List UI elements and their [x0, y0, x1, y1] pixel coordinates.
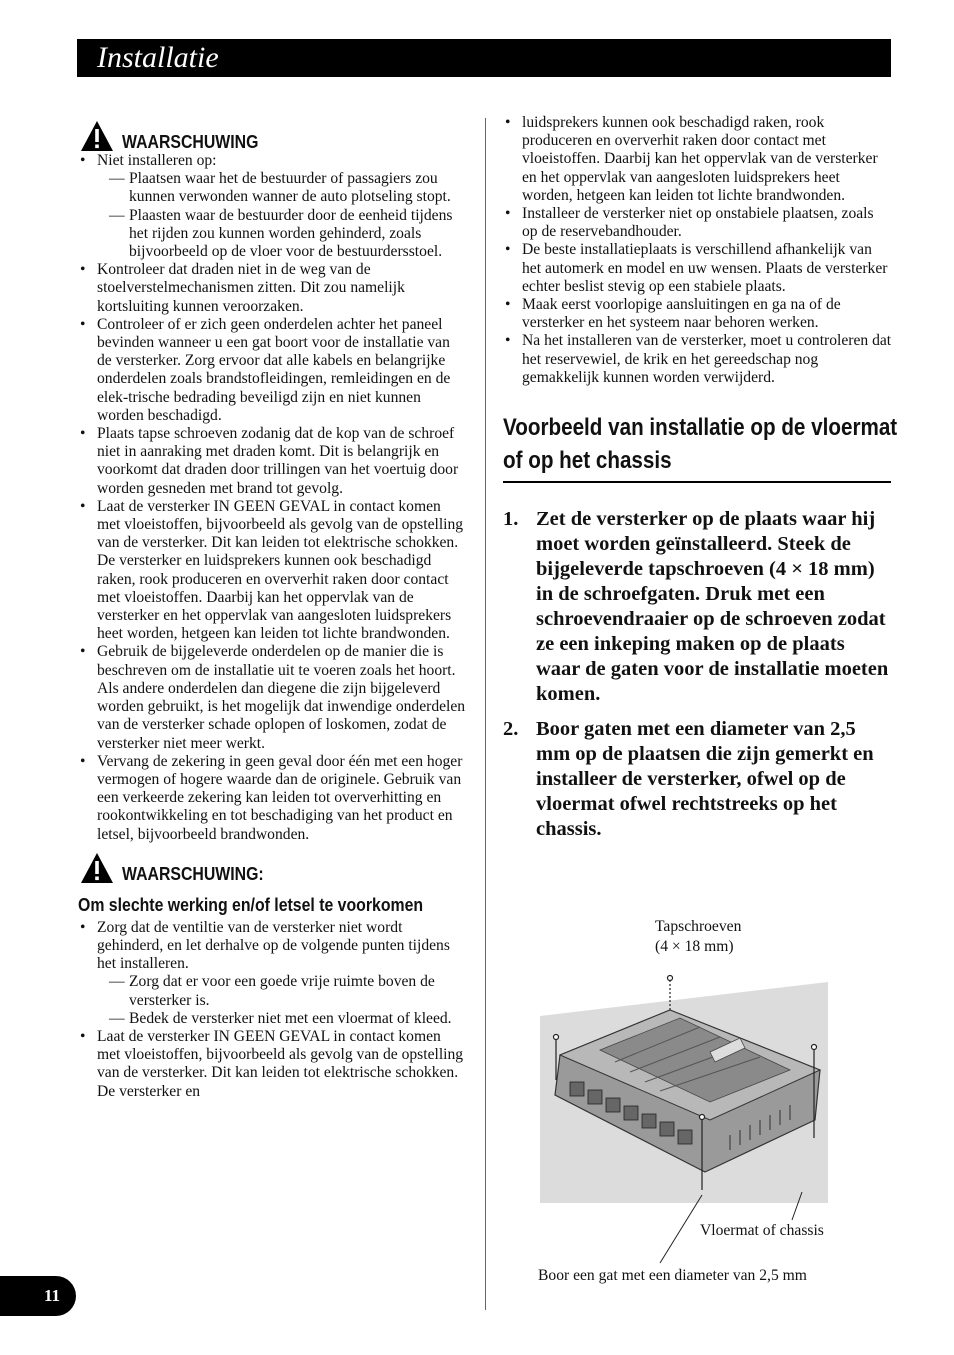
screws-label-line2: (4 × 18 mm)	[655, 938, 734, 955]
left-column	[78, 116, 468, 1101]
right-column	[503, 114, 898, 842]
page-number-tab	[0, 1276, 76, 1316]
warning-heading	[78, 120, 468, 152]
step-text: Boor gaten met een diameter van 2,5 mm op de plaatsen die zijn gemerkt en installeer de versterker, ofwel op de vloermat ofwel rechtstreeks op het chassis.	[536, 718, 874, 841]
list-item: • De beste installatieplaats is verschillend afhankelijk van het automerk en model en uw wensen. Plaats de versterker echter beslist stevig op een stabiele plaats.	[503, 241, 893, 296]
drill-label: Boor een gat met een diameter van 2,5 mm	[538, 1267, 807, 1284]
warning-label: WAARSCHUWING	[122, 132, 259, 152]
dash-item: — Plaatsen waar het de bestuurder of passagiers zou kunnen verwonden wanner de auto plotseling stopt.	[97, 170, 468, 206]
installation-figure	[530, 910, 870, 1295]
dash-item: — Bedek de versterker niet met een vloermat of kleed.	[97, 1010, 468, 1028]
leader-line-drill	[660, 1195, 702, 1263]
column-divider	[485, 118, 486, 1310]
list-item: • Kontroleer dat draden niet in de weg van de stoelverstelmechanismen zitten. Dit zou namelijk kortsluiting kunnen veroorzaken.	[78, 261, 468, 316]
step-text: Zet de versterker op de plaats waar hij moet worden geïnstalleerd. Steek de bijgeleverde tapschroeven (4 × 18 mm) in de schroefgaten. Druk met een schroevendraaier op de schroeven zodat ze een inkeping maken op de plaats waar de gaten voor de installatie moeten komen.	[536, 508, 889, 706]
list-item	[78, 919, 468, 1028]
step-item	[503, 507, 893, 707]
warning-list-2	[78, 919, 468, 1101]
warning-label: WAARSCHUWING:	[122, 863, 264, 884]
warning-list	[78, 152, 468, 844]
list-item	[78, 152, 468, 261]
list-item: • Na het installeren van de versterker, moet u controleren dat het reservewiel, de krik en het gereedschap nog gemakkelijk kunnen worden verwijderd.	[503, 332, 893, 387]
continued-list	[503, 114, 893, 387]
page-title: Installatie	[97, 41, 219, 74]
warning-subheading: Om slechte werking en/of letsel te voorkomen	[78, 894, 424, 915]
list-item: • Controleer of er zich geen onderdelen achter het paneel bevinden wanneer u een gat boort voor de installatie van de versterker. Zorg ervoor dat alle kabels en belangrijke onderdelen zoals brandstofleidingen, remleidingen en de elek-trische bedrading beveiligd zijn en niet kunnen worden beschadigd.	[78, 316, 468, 425]
screws-label-line1: Tapschroeven	[655, 918, 742, 935]
header-bar	[77, 39, 891, 77]
step-list	[503, 507, 893, 842]
list-item-continued: • luidsprekers kunnen ook beschadigd raken, rook produceren en oververhit raken door contact met vloeistoffen. Daarbij kan het oppervlak van de versterker en het oppervlak van aangesloten luidsprekers heet worden, hetgeen kan leiden tot lichte brandwonden.	[503, 114, 893, 205]
section-heading	[503, 411, 898, 483]
list-item: • Vervang de zekering in geen geval door één met een hoger vermogen of hogere waarde dan de originele. Gebruik van een verkeerde zekering kan leiden tot oververhitting en rookontwikkeling en tot beschadiging van het product en letsel, bijvoorbeeld brandwonden.	[78, 753, 468, 844]
section-title: Voorbeeld van installatie op de vloermat of op het chassis	[503, 414, 898, 475]
warning-icon	[80, 120, 114, 152]
step-item	[503, 717, 893, 842]
step-number: 2.	[503, 718, 519, 741]
list-item: • Plaats tapse schroeven zodanig dat de kop van de schroef niet in aanraking met draden komt. Dit is belangrijk en voorkomt dat draden door trillingen van het voertuig door worden gesneden met brand tot gevolg.	[78, 425, 468, 498]
step-number: 1.	[503, 508, 519, 531]
list-item: • Laat de versterker IN GEEN GEVAL in contact komen met vloeistoffen, bijvoorbeeld als gevolg van de opstelling van de versterker. Dit kan leiden tot elektrische schokken. De versterker en luidsprekers kunnen ook beschadigd raken, rook produceren en oververhit raken door contact met vloeistoffen. Daarbij kan het oppervlak van de versterker en het oppervlak van aangesloten luidsprekers heet worden, hetgeen kan leiden tot lichte brandwonden.	[78, 498, 468, 644]
list-item: • Laat de versterker IN GEEN GEVAL in contact komen met vloeistoffen, bijvoorbeeld als gevolg van de opstelling van de versterker. Dit kan leiden tot elektrische schokken. De versterker en	[78, 1028, 468, 1101]
list-item: • Installeer de versterker niet op onstabiele plaatsen, zoals op de reservebandhouder.	[503, 205, 893, 241]
bullet-text: Niet installeren op:	[97, 152, 217, 169]
floor-label: Vloermat of chassis	[700, 1222, 824, 1239]
page-number: 11	[44, 1286, 61, 1305]
dash-item: — Zorg dat er voor een goede vrije ruimte boven de versterker is.	[97, 973, 468, 1009]
bullet-text: Zorg dat de ventiltie van de versterker niet wordt gehinderd, en let derhalve op de volgende punten tijdens het installeren.	[97, 918, 450, 973]
warning-icon	[80, 852, 114, 884]
list-item: • Gebruik de bijgeleverde onderdelen op de manier die is beschreven om de installatie uit te voeren zoals het hoort. Als andere onderdelen dan diegene die zijn bijgeleverd worden gebruikt, is het mogelijk dat inwendige onderdelen van de versterker schade oplopen of loskomen, zodat de versterker niet meer werkt.	[78, 643, 468, 752]
dash-list	[97, 973, 468, 1028]
dash-list	[97, 170, 468, 261]
dash-item: — Plaasten waar de bestuurder door de eenheid tijdens het rijden zou kunnen worden gehinderd, zoals bijvoorbeeld op de vloer voor de bestuurdersstoel.	[97, 207, 468, 262]
warning-heading-2	[78, 852, 468, 884]
section-rule	[503, 481, 891, 483]
list-item: • Maak eerst voorlopige aansluitingen en ga na of de versterker en het systeem naar behoren werken.	[503, 296, 893, 332]
